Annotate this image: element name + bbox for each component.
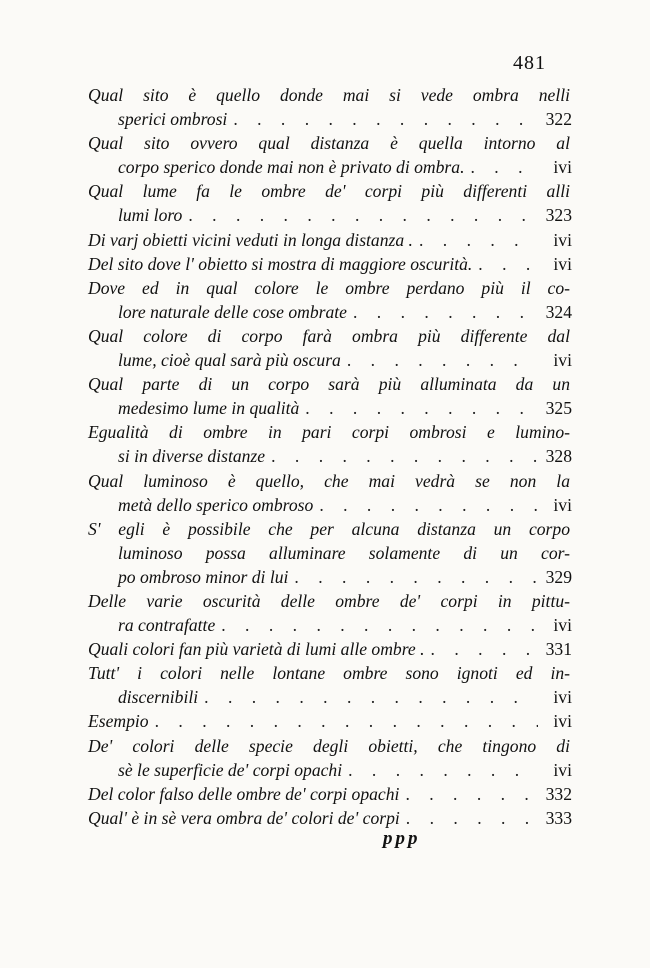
toc-entry-text: discernibili [118, 687, 199, 708]
toc-page-ref: ivi [553, 687, 572, 708]
table-of-contents [88, 83, 572, 830]
toc-line [88, 228, 572, 252]
toc-entry-text: Qual luminoso è quello, che mai vedrà se non la [88, 470, 570, 491]
toc-entry-text: corpo sperico donde mai non è privato di ombra. [118, 157, 465, 178]
toc-page-ref: ivi [553, 350, 572, 371]
dot-leader [227, 107, 538, 131]
toc-entry-text: Del color falso delle ombre de' corpi opachi [88, 783, 400, 804]
dot-leader [425, 637, 538, 661]
toc-line [88, 420, 572, 444]
toc-entry-text: Tutt' i colori nelle lontane ombre sono ignoti ed in- [88, 663, 570, 684]
toc-entry-text: Delle varie oscurità delle ombre de' corpi in pittu- [88, 590, 570, 611]
toc-line [88, 83, 572, 107]
toc-line [88, 107, 572, 131]
toc-line [88, 493, 572, 517]
toc-page-ref: ivi [553, 494, 572, 515]
toc-entry-text: Del sito dove l' obietto si mostra di maggiore oscurità. [88, 253, 473, 274]
toc-line [88, 179, 572, 203]
toc-line [88, 565, 572, 589]
toc-entry-text: Qual colore di corpo farà ombra più differente dal [88, 325, 570, 346]
toc-entry-text: metà dello sperico ombroso [118, 494, 314, 515]
toc-page-ref: 325 [545, 398, 572, 419]
dot-leader [341, 348, 538, 372]
toc-page-ref: 333 [545, 807, 572, 828]
toc-line [88, 324, 572, 348]
dot-leader [413, 228, 538, 252]
toc-line [88, 661, 572, 685]
toc-page-ref: 331 [545, 639, 572, 660]
toc-page-ref: ivi [553, 759, 572, 780]
toc-line [88, 613, 572, 637]
toc-page-ref: ivi [553, 229, 572, 250]
toc-entry-text: Esempio [88, 711, 149, 732]
dot-leader [288, 565, 538, 589]
toc-page-ref: ivi [553, 253, 572, 274]
toc-line [88, 806, 572, 830]
toc-line [88, 444, 572, 468]
dot-leader [198, 685, 538, 709]
toc-line [88, 469, 572, 493]
toc-page-ref: 328 [545, 446, 572, 467]
toc-entry-text: Di varj obietti vicini veduti in longa distanza . [88, 229, 413, 250]
toc-page-ref: ivi [553, 711, 572, 732]
toc-page-ref: ivi [553, 615, 572, 636]
toc-line [88, 348, 572, 372]
toc-line [88, 396, 572, 420]
signature-mark: ppp [383, 828, 421, 849]
toc-page-ref: 324 [545, 301, 572, 322]
toc-entry-text: sperici ombrosi [118, 109, 228, 130]
toc-entry-text: lume, cioè qual sarà più oscura [118, 350, 341, 371]
toc-entry-text: medesimo lume in qualità [118, 398, 300, 419]
toc-entry-text: Qual parte di un corpo sarà più alluminata da un [88, 374, 570, 395]
dot-leader [400, 806, 538, 830]
toc-page-ref: ivi [553, 157, 572, 178]
toc-entry-text: Qual' è in sè vera ombra de' colori de' corpi [88, 807, 400, 828]
toc-page-ref: 322 [545, 109, 572, 130]
dot-leader [464, 155, 538, 179]
toc-line [88, 300, 572, 324]
toc-entry-text: sè le superficie de' corpi opachi [118, 759, 343, 780]
toc-entry-text: Qual sito ovvero qual distanza è quella intorno al [88, 133, 570, 154]
toc-entry-text: De' colori delle specie degli obietti, che tingono di [88, 735, 570, 756]
toc-line [88, 685, 572, 709]
page-number: 481 [513, 52, 546, 74]
toc-entry-text: ra contrafatte [118, 615, 216, 636]
toc-entry-text: Qual sito è quello donde mai si vede ombra nelli [88, 85, 570, 105]
dot-leader [265, 444, 538, 468]
toc-line [88, 758, 572, 782]
dot-leader [215, 613, 538, 637]
dot-leader [182, 203, 538, 227]
toc-entry-text: Egualità di ombre in pari corpi ombrosi e lumino- [88, 422, 570, 443]
toc-line [88, 734, 572, 758]
dot-leader [472, 252, 538, 276]
toc-line [88, 203, 572, 227]
toc-line [88, 709, 572, 733]
dot-leader [299, 396, 538, 420]
toc-line [88, 131, 572, 155]
toc-entry-text: si in diverse distanze [118, 446, 266, 467]
toc-entry-text: Quali colori fan più varietà di lumi alle ombre . [88, 639, 425, 660]
toc-entry-text: po ombroso minor di lui [118, 566, 289, 587]
dot-leader [347, 300, 538, 324]
dot-leader [313, 493, 538, 517]
toc-line [88, 372, 572, 396]
toc-entry-text: lumi loro [118, 205, 183, 226]
dot-leader [399, 782, 538, 806]
toc-line [88, 541, 572, 565]
toc-line [88, 276, 572, 300]
toc-entry-text: luminoso possa alluminare solamente di un cor- [118, 542, 570, 563]
toc-entry-text: Qual lume fa le ombre de' corpi più differenti alli [88, 181, 570, 202]
dot-leader [342, 758, 538, 782]
toc-line [88, 517, 572, 541]
toc-line [88, 782, 572, 806]
toc-line [88, 637, 572, 661]
toc-entry-text: Dove ed in qual colore le ombre perdano più il co- [88, 277, 570, 298]
toc-page-ref: 329 [545, 566, 572, 587]
dot-leader [149, 709, 538, 733]
toc-page-ref: 323 [545, 205, 572, 226]
toc-entry-text: lore naturale delle cose ombrate [118, 301, 347, 322]
toc-entry-text: S' egli è possibile che per alcuna distanza un corpo [88, 518, 570, 539]
toc-line [88, 589, 572, 613]
toc-line [88, 155, 572, 179]
toc-page-ref: 332 [545, 783, 572, 804]
toc-line [88, 252, 572, 276]
